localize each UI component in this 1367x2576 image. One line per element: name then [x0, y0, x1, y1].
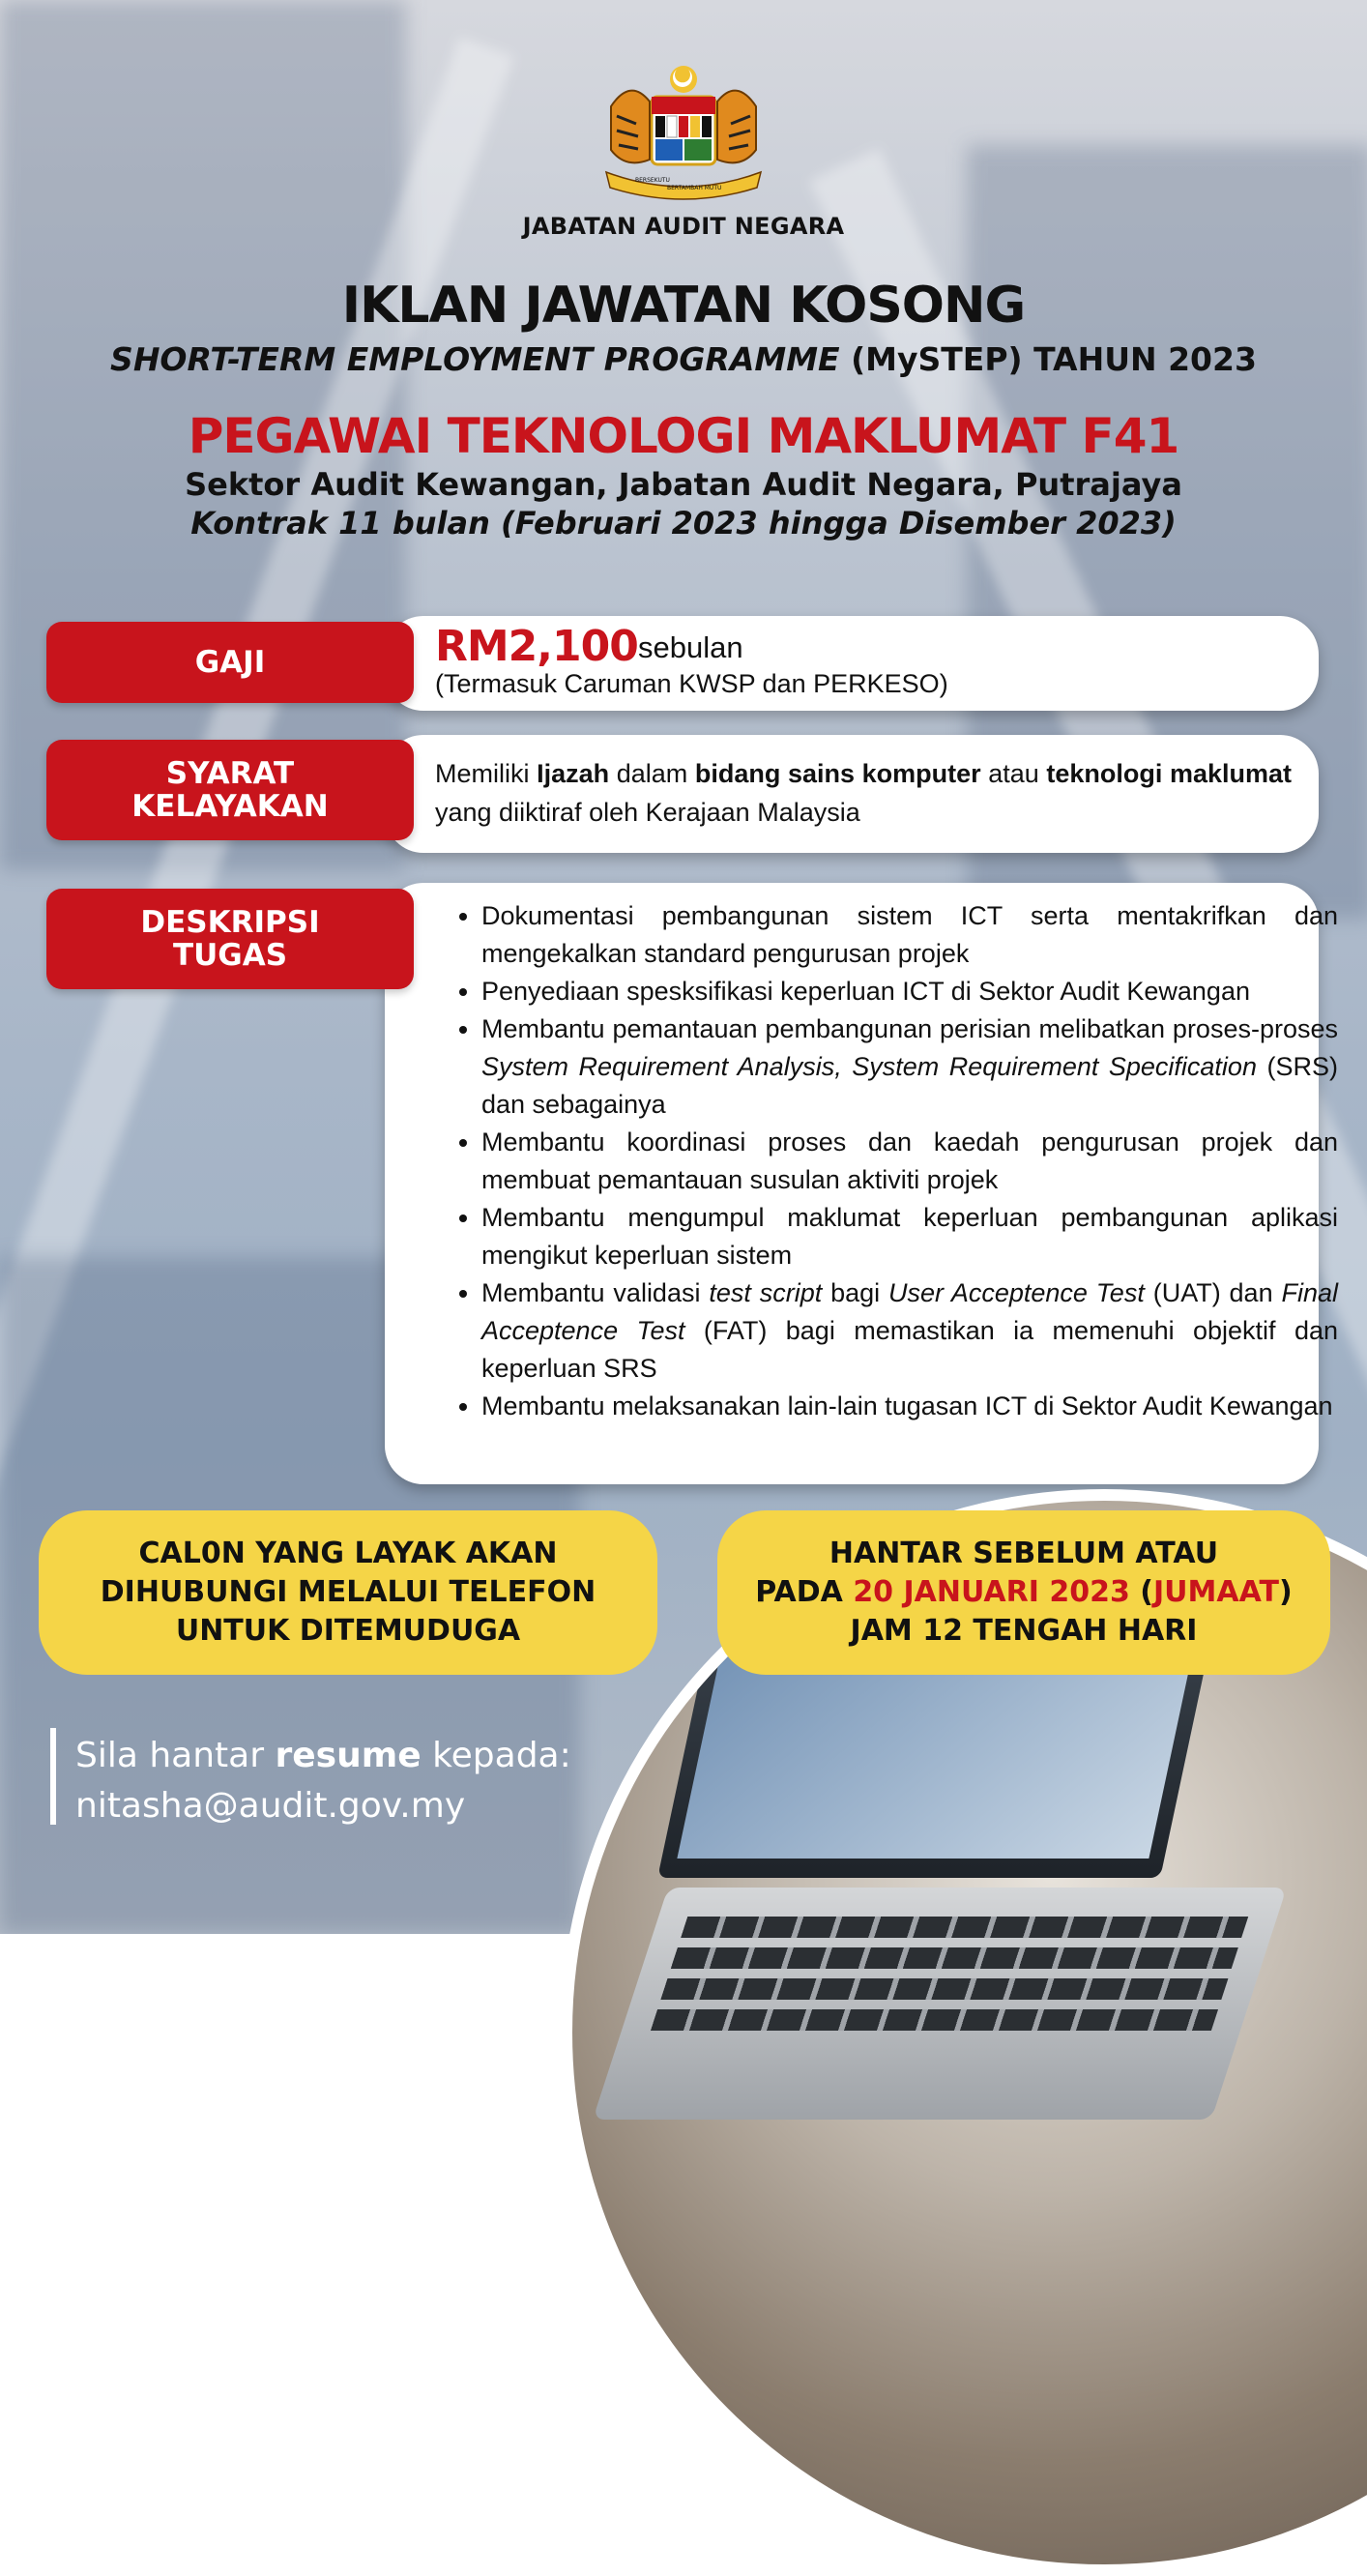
svg-text:BERTAMBAH MUTU: BERTAMBAH MUTU: [667, 185, 722, 191]
svg-text:BERSEKUTU: BERSEKUTU: [635, 177, 670, 184]
list-item: • Dokumentasi pembangunan sistem ICT serta mentakrifkan dan mengekalkan standard pengurusan projek: [481, 897, 1338, 973]
requirements-label: SYARAT KELAYAKAN: [46, 740, 414, 840]
list-item: • Membantu mengumpul maklumat keperluan pembangunan aplikasi mengikut keperluan sistem: [481, 1199, 1338, 1274]
agency-name: JABATAN AUDIT NEGARA: [522, 213, 845, 240]
list-item: • Membantu pemantauan pembangunan perisian melibatkan proses-proses System Requirement Analysis, System Requirement Specification (SRS) dan sebagainya: [481, 1010, 1338, 1124]
salary-unit: sebulan: [638, 630, 743, 664]
salary-note: (Termasuk Caruman KWSP dan PERKESO): [435, 669, 948, 698]
position-title: PEGAWAI TEKNOLOGI MAKLUMAT F41: [188, 408, 1179, 464]
programme-subtitle: SHORT-TERM EMPLOYMENT PROGRAMME (MySTEP) TAHUN 2023: [110, 340, 1257, 378]
salary-label: GAJI: [46, 622, 414, 703]
sector-line: Sektor Audit Kewangan, Jabatan Audit Negara, Putrajaya: [185, 466, 1182, 503]
list-item: • Membantu koordinasi proses dan kaedah pengurusan projek dan membuat pemantauan susulan aktiviti projek: [481, 1124, 1338, 1199]
deadline-notice: HANTAR SEBELUM ATAU PADA 20 JANUARI 2023 (JUMAAT) JAM 12 TENGAH HARI: [717, 1510, 1330, 1675]
divider: [50, 1728, 56, 1825]
list-item: • Membantu validasi test script bagi User Acceptence Test (UAT) dan Final Acceptence Test (FAT) bagi memastikan ia memenuhi objektif dan keperluan SRS: [481, 1274, 1338, 1388]
coat-of-arms-icon: [592, 58, 775, 203]
list-item: • Penyediaan spesksifikasi keperluan ICT di Sektor Audit Kewangan: [481, 973, 1338, 1010]
contact-email-link[interactable]: nitasha@audit.gov.my: [75, 1786, 466, 1826]
duties-list: [435, 897, 1338, 1425]
list-item: • Membantu melaksanakan lain-lain tugasan ICT di Sektor Audit Kewangan: [481, 1388, 1338, 1425]
contract-line: Kontrak 11 bulan (Februari 2023 hingga Disember 2023): [190, 505, 1177, 542]
interview-notice: CAL0N YANG LAYAK AKAN DIHUBUNGI MELALUI TELEFON UNTUK DITEMUDUGA: [39, 1510, 657, 1675]
requirements-text: Memiliki Ijazah dalam bidang sains komputer atau teknologi maklumat yang diiktiraf oleh Kerajaan Malaysia: [435, 759, 1292, 827]
keyboard-icon: [593, 1888, 1287, 2120]
contact-block: Sila hantar resume kepada: nitasha@audit.gov.my: [75, 1731, 571, 1831]
salary-amount: RM2,100: [435, 622, 638, 671]
duties-label: DESKRIPSI TUGAS: [46, 889, 414, 989]
page-title: IKLAN JAWATAN KOSONG: [341, 277, 1026, 335]
